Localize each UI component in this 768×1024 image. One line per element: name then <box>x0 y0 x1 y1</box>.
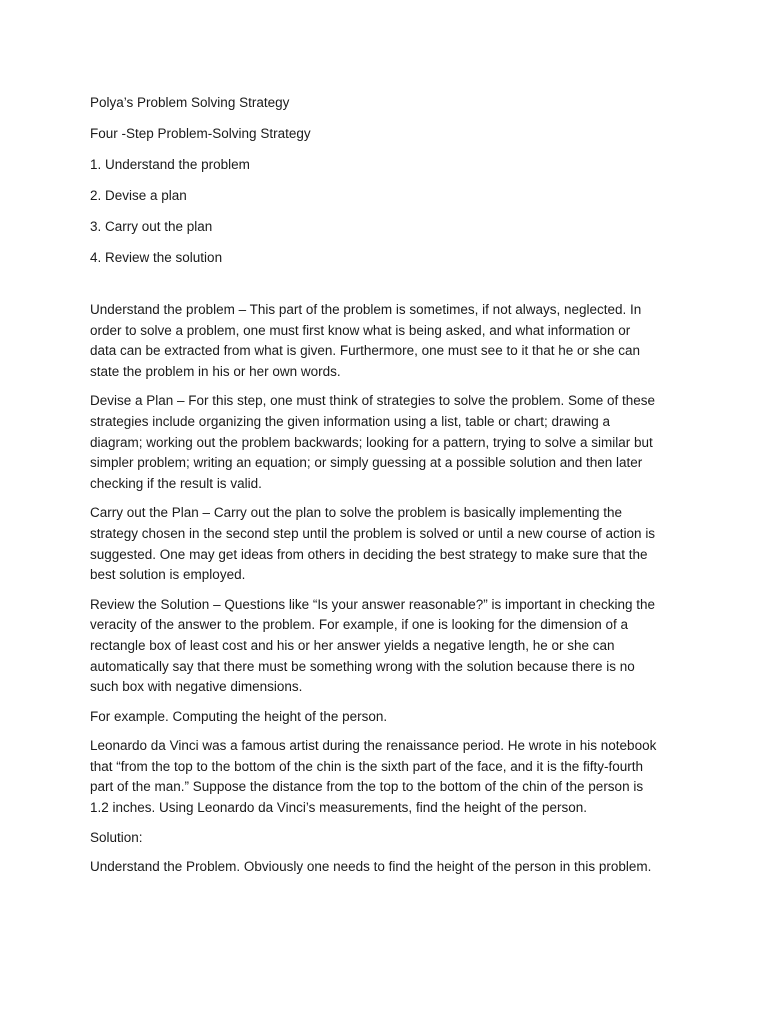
paragraph-carry-out <box>90 503 680 585</box>
text-line: Carry out the Plan – Carry out the plan to solve the problem is basically implementing the <box>90 505 623 521</box>
step-item-4: 4. Review the solution <box>90 250 223 265</box>
text-line: such box with negative dimensions. <box>90 679 303 695</box>
text-line: order to solve a problem, one must first know what is being asked, and what information or <box>90 322 631 338</box>
text-line: simpler problem; writing an equation; or simply guessing at a possible solution and then later <box>90 455 643 471</box>
text-line: rectangle box of least cost and his or her answer yields a negative length, he or she can <box>90 637 615 653</box>
text-line: checking if the result is valid. <box>90 475 262 491</box>
paragraph-understand-solution: Understand the Problem. Obviously one needs to find the height of the person in this problem. <box>90 859 652 875</box>
text-line: diagram; working out the problem backwards; looking for a pattern, trying to solve a similar but <box>90 434 653 450</box>
paragraph-leonardo <box>90 736 680 818</box>
step-item-1: 1. Understand the problem <box>90 157 250 172</box>
section-gap <box>90 278 678 300</box>
solution-label: Solution: <box>90 829 143 845</box>
text-line: Devise a Plan – For this step, one must think of strategies to solve the problem. Some of these <box>90 393 656 409</box>
paragraph-review <box>90 595 680 698</box>
step-item-3: 3. Carry out the plan <box>90 219 213 234</box>
step-item-2: 2. Devise a plan <box>90 188 187 203</box>
paragraph-devise <box>90 391 680 494</box>
document-title: Polya’s Problem Solving Strategy <box>90 95 290 110</box>
text-line: strategies include organizing the given information using a list, table or chart; drawing a <box>90 413 611 429</box>
text-line: 1.2 inches. Using Leonardo da Vinci’s measurements, find the height of the person. <box>90 800 588 816</box>
document-subtitle: Four -Step Problem-Solving Strategy <box>90 126 311 141</box>
text-line: data can be extracted from what is given. Furthermore, one must see to it that he or she can <box>90 343 641 359</box>
text-line: veracity of the answer to the problem. For example, if one is looking for the dimension of a <box>90 617 629 633</box>
text-line: Review the Solution – Questions like “Is your answer reasonable?” is important in checking the <box>90 596 656 612</box>
text-line: Leonardo da Vinci was a famous artist during the renaissance period. He wrote in his notebook <box>90 738 657 754</box>
text-line: best solution is employed. <box>90 567 246 583</box>
text-line: automatically say that there must be something wrong with the solution because there is no <box>90 658 635 674</box>
paragraph-example-intro: For example. Computing the height of the person. <box>90 708 388 724</box>
paragraph-understand <box>90 300 680 382</box>
text-line: Understand the problem – This part of the problem is sometimes, if not always, neglected. In <box>90 302 642 317</box>
text-line: strategy chosen in the second step until the problem is solved or until a new course of action is <box>90 525 656 541</box>
text-line: suggested. One may get ideas from others in deciding the best strategy to make sure that the <box>90 546 648 562</box>
text-line: state the problem in his or her own words. <box>90 363 341 379</box>
text-line: that “from the top to the bottom of the chin is the sixth part of the face, and it is the fifty-fourth <box>90 758 644 774</box>
text-line: part of the man.” Suppose the distance from the top to the bottom of the chin of the person is <box>90 779 644 795</box>
